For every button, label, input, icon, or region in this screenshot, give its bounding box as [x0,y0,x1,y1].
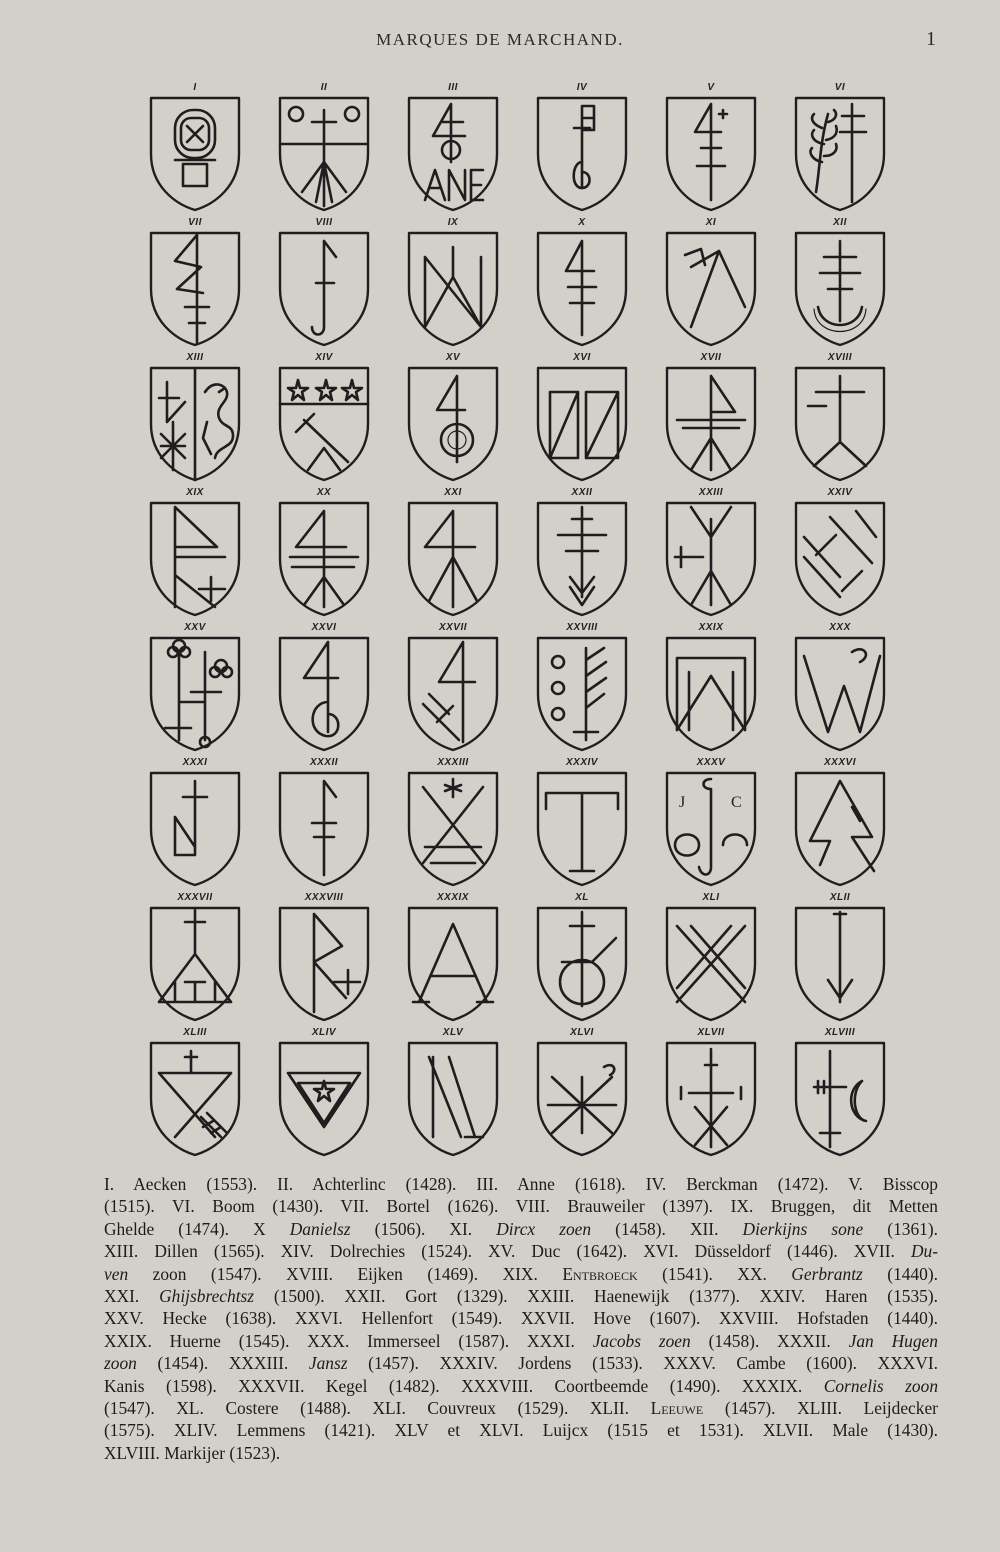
shield-numeral: VIII [315,217,333,228]
crescent-cross-icon [790,1037,890,1159]
mark-shield [527,352,637,482]
shield-numeral: XXVIII [566,622,598,633]
shield-numeral: XXV [184,622,206,633]
mark-shield [398,487,508,617]
mark-shield [527,892,637,1022]
shield-numeral: XXXIII [437,757,469,768]
mark-shield [269,892,379,1022]
legend-segment: Du- [910,1241,938,1262]
legend-segment: XLVIII. Markijer (1523). [104,1442,281,1463]
legend-segment: ven [104,1263,129,1284]
legend-line [104,1375,938,1397]
staff-arrow-icon [274,767,374,889]
asterisk-icon [532,1037,632,1159]
W-letter-icon [790,632,890,754]
running-head: MARQUES DE MARCHAND. [376,30,624,49]
legend-segment: (1500). XXII. Gort (1329). XXIII. Haenewijk (1377). XXIV. Haren (1535). [254,1286,938,1307]
four-cross-icon [532,227,632,349]
legend-line [104,1285,938,1307]
mark-shield [785,892,895,1022]
mark-shield [527,757,637,887]
shield-numeral: XLI [702,892,720,903]
shield-numeral: XLVI [570,1027,594,1038]
cross-arrow-icon [532,497,632,619]
legend-segment: Jansz [308,1353,348,1374]
shield-numeral: XXII [571,487,593,498]
legend-line [104,1419,938,1441]
mark-shield [785,82,895,212]
legend-segment: zoon (1547). XVIII. Eijken (1469). XIX. [128,1263,563,1284]
mark-shield [656,82,766,212]
mark-shield [785,1027,895,1157]
svg-text:C: C [731,794,742,811]
legend-line [104,1263,938,1285]
shield-numeral: XXXV [696,757,726,768]
square-Z-icon [532,362,632,484]
mark-shield [527,82,637,212]
legend-segment: I. Aecken (1553). II. Achterlinc (1428). III. Anne (1618). IV. Berckman (1472). V. Bisscop [104,1174,938,1194]
shield-numeral: XXXII [309,757,339,768]
shield-numeral: VI [834,82,846,93]
mark-shield [656,487,766,617]
legend-segment: Jan Hugen [848,1330,938,1351]
shield-numeral: V [707,82,715,93]
mark-shield [785,217,895,347]
legend-segment: (1575). XLIV. Lemmens (1421). XLV et XLVI. Luijcx (1515 et 1531). XLVII. Male (1430). [104,1420,938,1441]
shield-numeral: XXVI [311,622,337,633]
legend-line [104,1307,938,1329]
shield-numeral: XII [833,217,847,228]
mark-shield [656,757,766,887]
legend-segment: Dierkijns sone [742,1218,864,1239]
plate-legend [104,1173,938,1464]
shield-numeral: XXXVII [177,892,213,903]
shield-numeral: XLII [829,892,851,903]
mark-shield [140,757,250,887]
long-cross-icon [790,902,890,1024]
merchant-marks-plate [140,82,895,1162]
legend-segment: (1547). XL. Costere (1488). XLI. Couvreux (1529). XLII. [104,1398,651,1419]
shield-numeral: XXXIX [437,892,469,903]
shield-numeral: XVI [573,352,591,363]
cross-on-house-icon [145,902,245,1024]
shield-numeral: XI [705,217,717,228]
four-over-six-icon [274,632,374,754]
legend-segment: XXI. [104,1286,160,1307]
legend-segment: (1440). [862,1263,939,1284]
cross-on-crescent-icon [790,227,890,349]
legend-segment: (1457). XLIII. Leijdecker [703,1398,938,1419]
four-double-cross-icon [661,92,761,214]
T-letter-icon [532,767,632,889]
legend-segment: (1457). XXXIV. Jordens (1533). XXXV. Cambe (1600). XXXVI. [347,1353,939,1374]
mark-shield [269,82,379,212]
shield-numeral: XXX [829,622,851,633]
legend-segment: zoon [104,1353,137,1374]
n-zigzag-icon [403,227,503,349]
mark-shield [140,487,250,617]
hook-staff-icon [274,227,374,349]
legend-line [104,1352,938,1374]
stars-chief-icon [274,362,374,484]
shield-numeral: XLIII [183,1027,207,1038]
cross-on-chevron-icon [790,362,890,484]
branch-double-cross-icon [790,92,890,214]
shield-numeral: XIV [315,352,333,363]
legend-segment: Ghijsbrechtsz [159,1286,255,1307]
mark-shield [527,622,637,752]
legend-line [104,1195,938,1217]
mark-shield [398,352,508,482]
mark-shield [656,217,766,347]
mark-shield [398,82,508,212]
mark-shield [269,487,379,617]
legend-segment: (1458). XXXII. [690,1330,849,1351]
svg-text:J: J [679,794,686,811]
shield-numeral: XV [445,352,461,363]
cross-on-circle-icon [532,902,632,1024]
zigzag-R-icon [790,767,890,889]
mark-shield [785,622,895,752]
shield-numeral: XXIII [698,487,724,498]
legend-segment: Kanis (1598). XXXVII. Kegel (1482). XXXVIII. Coortbeemde (1490). XXXIX. [104,1375,824,1396]
legend-segment: (1541). XX. [637,1263,792,1284]
shield-numeral: XLVIII [824,1027,856,1038]
shield-numeral: XLVII [697,1027,725,1038]
split-lion-icon [145,362,245,484]
shield-numeral: XXIX [698,622,724,633]
A-letter-icon [403,902,503,1024]
mark-shield [140,352,250,482]
legend-segment: Danielsz [289,1218,351,1239]
shield-numeral: XXVII [438,622,468,633]
shield-numeral: II [320,82,328,93]
mark-shield [785,757,895,887]
four-over-circle-icon [403,362,503,484]
legend-segment: (1515). VI. Boom (1430). VII. Bortel (1626). VIII. Brauweiler (1397). IX. Bruggen, dit Metten [104,1196,938,1217]
mark-shield [527,1027,637,1157]
legend-line [104,1173,938,1195]
mark-shield [269,1027,379,1157]
shield-numeral: XVII [700,352,722,363]
legend-segment: Jacobs zoen [592,1330,691,1351]
shield-numeral: XIX [186,487,204,498]
legend-segment: (1506). XI. [350,1218,497,1239]
star-triangle-icon [274,1037,374,1159]
mark-shield [527,487,637,617]
shield-numeral: XVIII [827,352,853,363]
ladder-diagonal-icon [145,1037,245,1159]
mark-shield [656,352,766,482]
mark-shield [656,1027,766,1157]
legend-segment: (1361). [863,1218,938,1239]
legend-segment: Cornelis zoon [823,1375,939,1396]
mark-shield [656,622,766,752]
shield-numeral: XXXVI [824,757,856,768]
cross-on-saltire-icon [661,1037,761,1159]
page-number: 1 [926,28,936,50]
shield-numeral: XXXI [182,757,208,768]
saltire-outline-icon [661,902,761,1024]
mark-shield [398,892,508,1022]
mark-shield [398,1027,508,1157]
legend-line [104,1442,938,1464]
legend-line [104,1397,938,1419]
shield-numeral: XX [316,487,332,498]
four-monogram-ANE-icon [403,92,503,214]
mark-shield [140,892,250,1022]
zigzag-staff-icon [145,227,245,349]
triangle-four-icon [403,497,503,619]
shield-numeral: XXIV [827,487,853,498]
legend-line [104,1330,938,1352]
four-with-cross-icon [403,632,503,754]
legend-segment: XXV. Hecke (1638). XXVI. Hellenfort (1549). XXVII. Hove (1607). XXVIII. Hofstaden (1440). [104,1308,938,1329]
legend-segment: (1454). XXXIII. [136,1353,309,1374]
shield-numeral: XL [575,892,589,903]
mark-shield [398,622,508,752]
lambda-icon [403,1037,503,1159]
legend-segment: Dircx zoen [496,1218,592,1239]
shield-numeral: IX [447,217,459,228]
shield-numeral: I [193,82,197,93]
legend-segment: Leeuwe [650,1398,704,1419]
mark-shield [140,82,250,212]
pellets-and-feathers-icon [532,632,632,754]
shield-numeral: XXXIV [566,757,598,768]
shield-numeral: XIII [186,352,204,363]
compass-angle-icon [661,227,761,349]
mark-shield [398,757,508,887]
mark-shield [269,757,379,887]
mark-shield [140,217,250,347]
mark-shield [656,892,766,1022]
shield-numeral: XLIV [311,1027,337,1038]
shield-numeral: XXI [444,487,462,498]
hatched-cross-icon [790,497,890,619]
shield-numeral: IV [576,82,588,93]
triangle-flag-cross-icon [145,497,245,619]
mark-shield [140,622,250,752]
legend-line [104,1218,938,1240]
mark-shield [140,1027,250,1157]
legend-segment: XXIX. Huerne (1545). XXX. Immerseel (1587). XXXI. [104,1330,593,1351]
shield-numeral: III [448,82,458,93]
shield-numeral: XXXVIII [304,892,344,903]
legend-segment: Gerbrantz [791,1263,863,1284]
star-saltire-icon [403,767,503,889]
shield-numeral: XLV [442,1027,464,1038]
cross-with-flowers-icon [274,92,374,214]
mark-shield [527,217,637,347]
legend-segment: Ghelde (1474). X [104,1218,290,1239]
trefoil-H-icon [145,632,245,754]
M-letter-icon [661,632,761,754]
Y-cross-icon [661,497,761,619]
four-cross-flag-icon [661,362,761,484]
J-C-staff-icon [661,767,761,889]
staff-with-B-icon [532,92,632,214]
mark-shield [785,487,895,617]
four-triangle-icon [274,497,374,619]
mark-shield [785,352,895,482]
mark-shield [398,217,508,347]
mark-shield [269,352,379,482]
cross-hook-icon [145,767,245,889]
mark-shield [269,217,379,347]
legend-line [104,1240,938,1262]
legend-segment: (1458). XII. [591,1218,743,1239]
staff-triangle-icon [274,902,374,1024]
mark-shield [269,622,379,752]
legend-segment: Entbroeck [562,1263,638,1284]
legend-segment: XIII. Dillen (1565). XIV. Dolrechies (1524). XV. Duc (1642). XVI. Düsseldorf (1446). XVII. [104,1241,911,1262]
shield-numeral: VII [188,217,202,228]
cross-in-frame-icon [145,92,245,214]
shield-numeral: X [578,217,586,228]
